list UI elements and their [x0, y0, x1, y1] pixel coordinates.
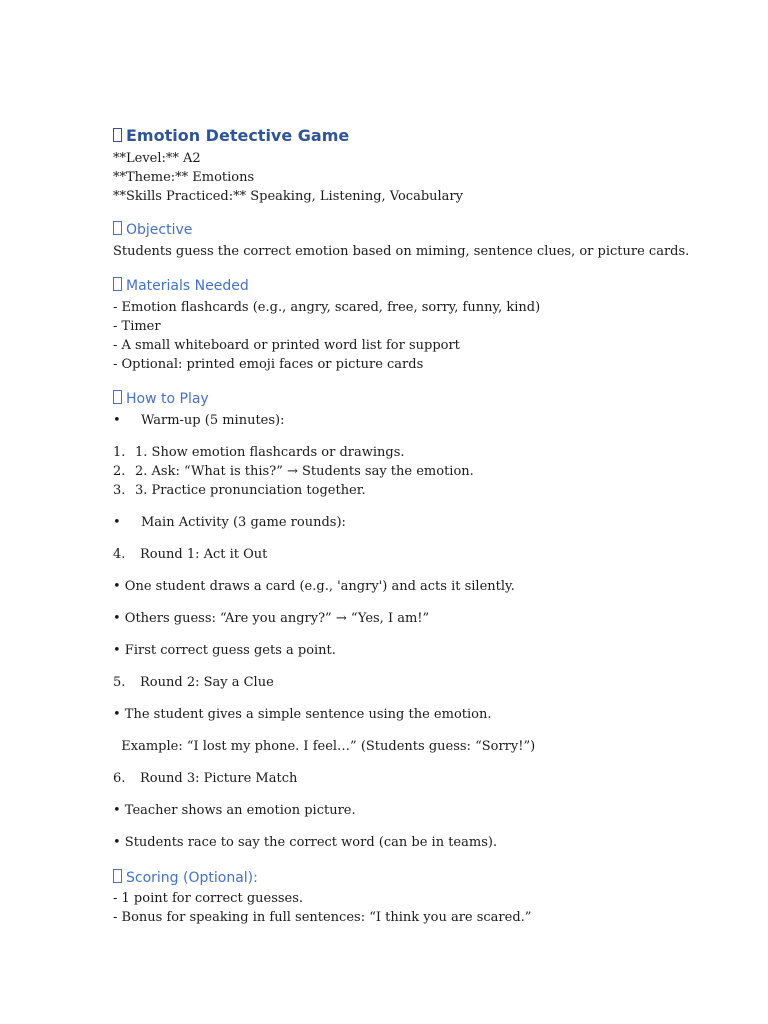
round-1-point: • Others guess: “Are you angry?” → “Yes, I am!”	[113, 611, 430, 626]
missing-glyph-icon	[113, 869, 122, 883]
warmup-step: 2. 2. Ask: “What is this?” → Students say the emotion.	[113, 464, 474, 479]
materials-heading: Materials Needed	[113, 277, 249, 295]
objective-heading: Objective	[113, 221, 192, 239]
meta-theme: **Theme:** Emotions	[113, 170, 255, 185]
materials-item: - Emotion flashcards (e.g., angry, scared, free, sorry, funny, kind)	[113, 300, 541, 315]
warmup-step: 3. 3. Practice pronunciation together.	[113, 483, 366, 498]
how-to-play-heading: How to Play	[113, 390, 209, 408]
round-2-example: Example: “I lost my phone. I feel…” (Students guess: “Sorry!”)	[113, 739, 536, 754]
main-activity-bullet: • Main Activity (3 game rounds):	[113, 515, 346, 530]
objective-text: Students guess the correct emotion based on miming, sentence clues, or picture cards.	[113, 244, 690, 259]
scoring-item: - 1 point for correct guesses.	[113, 891, 304, 906]
materials-item: - Optional: printed emoji faces or picture cards	[113, 357, 424, 372]
meta-level: **Level:** A2	[113, 151, 201, 166]
round-2-point: • The student gives a simple sentence using the emotion.	[113, 707, 492, 722]
missing-glyph-icon	[113, 390, 122, 404]
round-1-point: • First correct guess gets a point.	[113, 643, 336, 658]
round-3-heading: 6. Round 3: Picture Match	[113, 771, 298, 786]
materials-item: - Timer	[113, 319, 161, 334]
missing-glyph-icon	[113, 221, 122, 235]
meta-skills: **Skills Practiced:** Speaking, Listening, Vocabulary	[113, 189, 463, 204]
round-1-heading: 4. Round 1: Act it Out	[113, 547, 268, 562]
scoring-heading: Scoring (Optional):	[113, 869, 258, 887]
warmup-bullet: • Warm-up (5 minutes):	[113, 413, 285, 428]
missing-glyph-icon	[113, 277, 122, 291]
round-1-point: • One student draws a card (e.g., 'angry') and acts it silently.	[113, 579, 515, 594]
missing-glyph-icon	[113, 128, 122, 142]
round-3-point: • Students race to say the correct word (can be in teams).	[113, 835, 498, 850]
scoring-item: - Bonus for speaking in full sentences: “I think you are scared.”	[113, 910, 532, 925]
document-title: Emotion Detective Game	[113, 126, 349, 146]
materials-item: - A small whiteboard or printed word list for support	[113, 338, 460, 353]
warmup-step: 1. 1. Show emotion flashcards or drawings.	[113, 445, 405, 460]
round-2-heading: 5. Round 2: Say a Clue	[113, 675, 274, 690]
round-3-point: • Teacher shows an emotion picture.	[113, 803, 356, 818]
